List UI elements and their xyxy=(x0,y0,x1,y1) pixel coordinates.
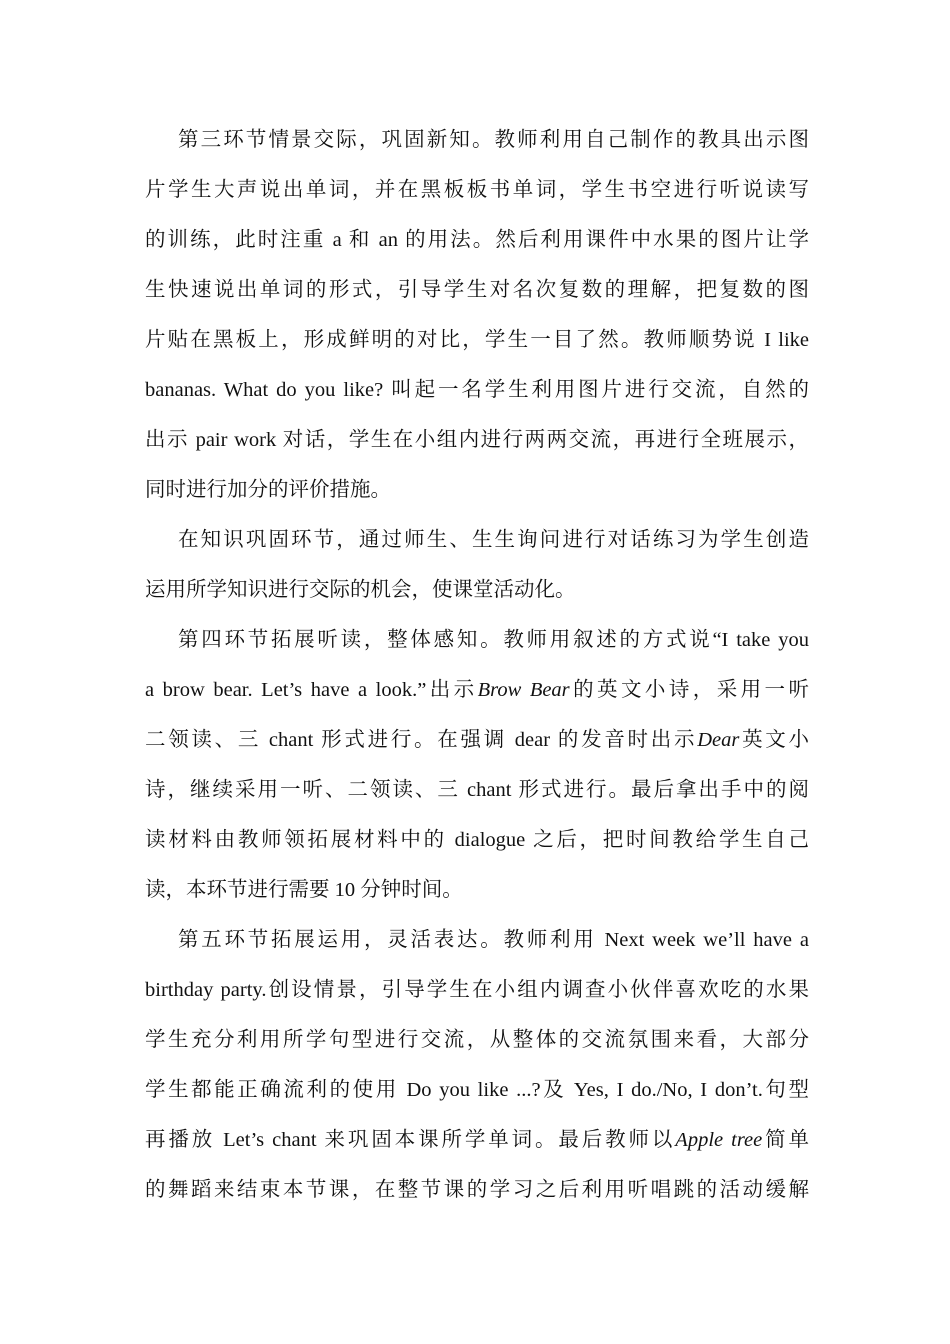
paragraph-4-line-5-text-b: 简单 xyxy=(762,1129,809,1151)
paragraph-3-line-2-text-a: a brow bear. Let’s have a look.”出示 xyxy=(145,679,478,701)
paragraph-4-line-5-text-a: 再播放 Let’s chant 来巩固本课所学单词。最后教师以 xyxy=(145,1129,676,1151)
poem-title-dear: Dear xyxy=(697,729,740,751)
paragraph-3-line-3-text-a: 二领读、三 chant 形式进行。在强调 dear 的发音时出示 xyxy=(145,729,698,751)
paragraph-3-line-3-text-b: 英文小 xyxy=(739,729,809,751)
paragraph-1-line-8: 同时进行加分的评价措施。 xyxy=(145,479,391,501)
paragraph-1-line-2: 片学生大声说出单词，并在黑板板书单词，学生书空进行听说读写 xyxy=(145,179,809,201)
paragraph-3-line-6: 读，本环节进行需要 10 分钟时间。 xyxy=(145,879,463,901)
paragraph-4-line-5 xyxy=(145,1126,809,1154)
paragraph-1-line-4: 生快速说出单词的形式，引导学生对名次复数的理解，把复数的图 xyxy=(145,279,809,301)
paragraph-4-line-3: 学生充分利用所学句型进行交流，从整体的交流氛围来看，大部分 xyxy=(145,1029,809,1051)
paragraph-3-line-4: 诗，继续采用一听、二领读、三 chant 形式进行。最后拿出手中的阅 xyxy=(145,779,809,801)
paragraph-3-line-5: 读材料由教师领拓展材料中的 dialogue 之后，把时间教给学生自己 xyxy=(145,829,809,851)
paragraph-2-line-2: 运用所学知识进行交际的机会，使课堂活动化。 xyxy=(145,579,576,601)
paragraph-1-line-7: 出示 pair work 对话，学生在小组内进行两两交流，再进行全班展示， xyxy=(145,429,809,451)
paragraph-4-line-1: 第五环节拓展运用，灵活表达。教师利用 Next week we’ll have a xyxy=(178,929,809,951)
paragraph-3-line-1: 第四环节拓展听读，整体感知。教师用叙述的方式说“I take you xyxy=(178,629,809,651)
paragraph-4-line-6: 的舞蹈来结束本节课，在整节课的学习之后利用听唱跳的活动缓解 xyxy=(145,1179,809,1201)
paragraph-1-line-1: 第三环节情景交际，巩固新知。教师利用自己制作的教具出示图 xyxy=(178,129,809,151)
poem-title-brow-bear: Brow Bear xyxy=(477,679,570,701)
song-title-apple-tree: Apple tree xyxy=(675,1129,763,1151)
paragraph-3-line-2 xyxy=(145,676,809,704)
paragraph-1-line-5: 片贴在黑板上，形成鲜明的对比，学生一目了然。教师顺势说 I like xyxy=(145,329,809,351)
paragraph-1-line-3: 的训练，此时注重 a 和 an 的用法。然后利用课件中水果的图片让学 xyxy=(145,229,809,251)
paragraph-3-line-3 xyxy=(145,726,809,754)
paragraph-2-line-1: 在知识巩固环节，通过师生、生生询问进行对话练习为学生创造 xyxy=(178,529,809,551)
paragraph-1-line-6: bananas. What do you like? 叫起一名学生利用图片进行交流，自然的 xyxy=(145,379,809,401)
paragraph-4-line-4: 学生都能正确流利的使用 Do you like ...?及 Yes, I do./No, I don’t.句型 xyxy=(145,1079,809,1101)
paragraph-3-line-2-text-b: 的英文小诗，采用一听 xyxy=(569,679,809,701)
paragraph-4-line-2: birthday party.创设情景，引导学生在小组内调查小伙伴喜欢吃的水果 xyxy=(145,979,809,1001)
